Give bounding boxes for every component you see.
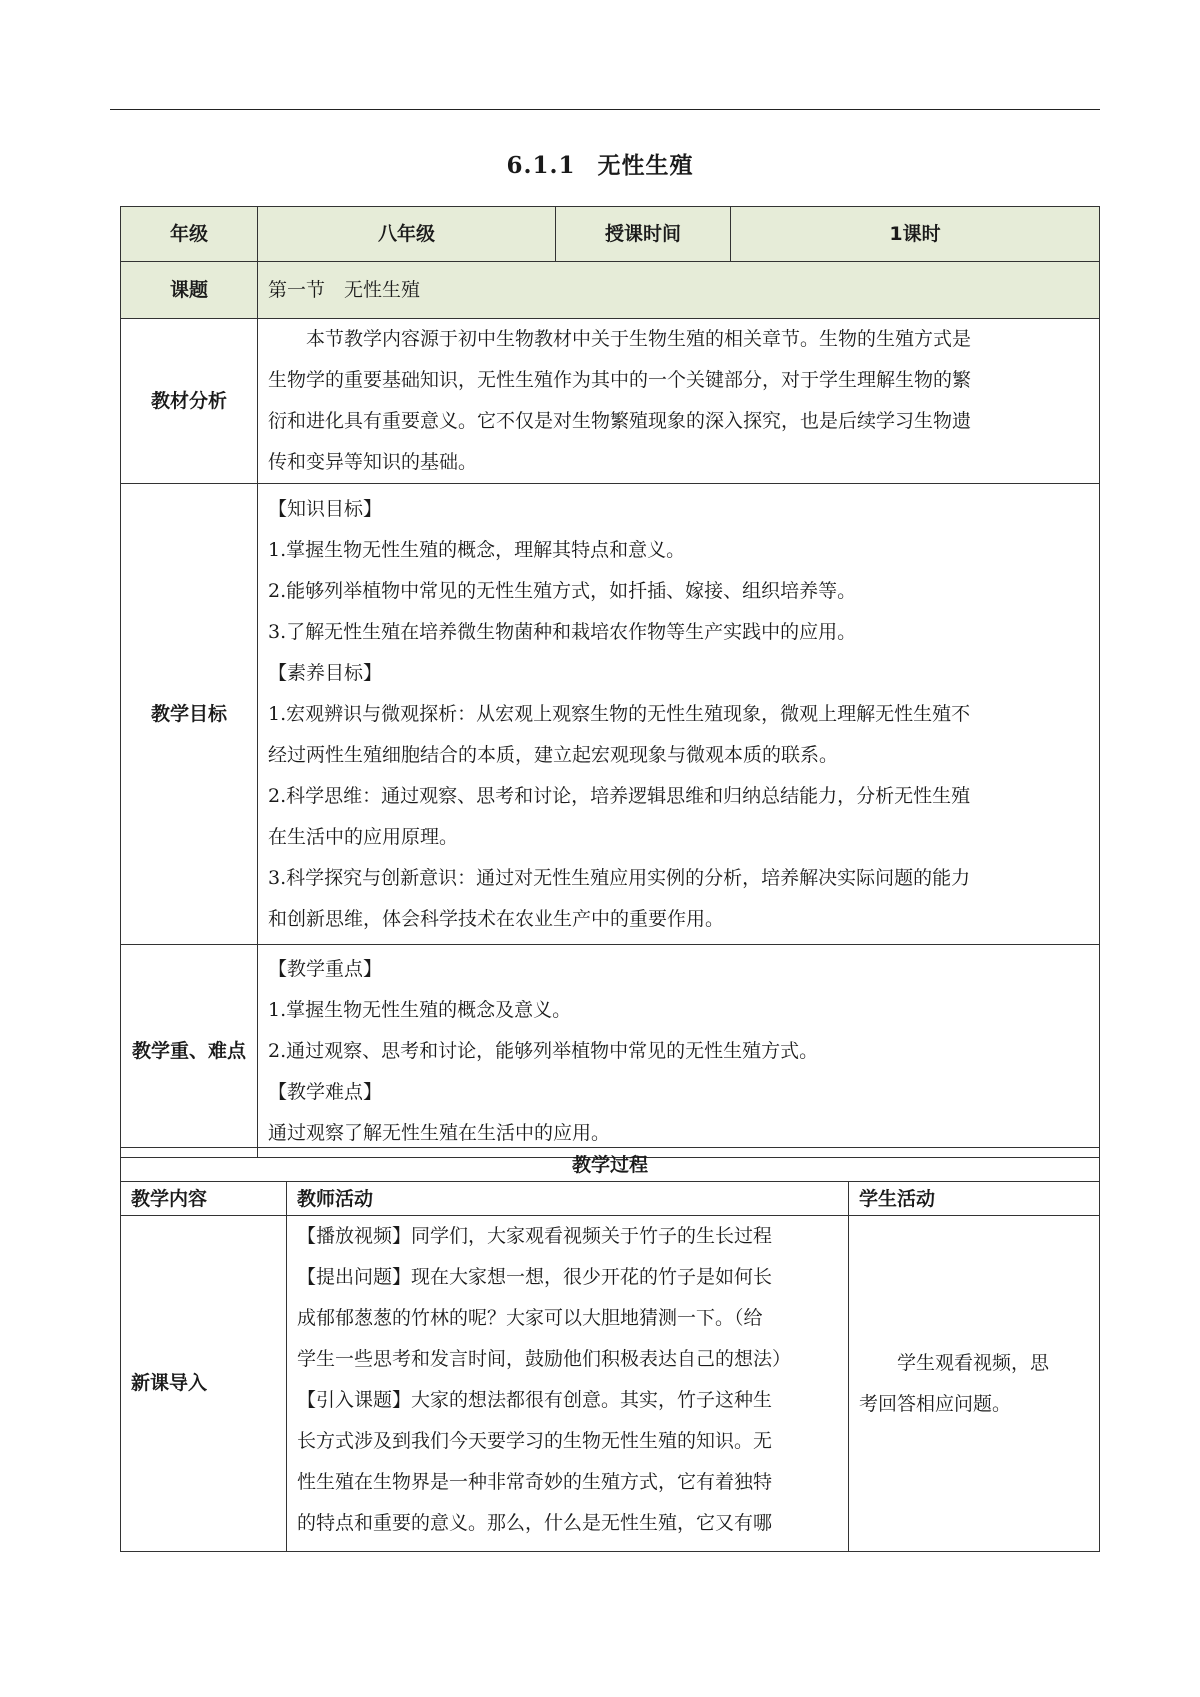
col-student-header: 学生活动 (849, 1182, 1100, 1216)
teacher-line: 成郁郁葱葱的竹林的呢？大家可以大胆地猜测一下。（给 (297, 1307, 763, 1329)
intro-row (121, 1216, 1100, 1552)
keypoints-text (258, 945, 1100, 1158)
goals-line: 【知识目标】 (268, 497, 383, 520)
analysis-line: 生物学的重要基础知识，无性生殖作为其中的一个关键部分，对于学生理解生物的繁 (268, 369, 972, 391)
goals-row (121, 484, 1100, 945)
header-rule (110, 109, 1100, 110)
col-content-header: 教学内容 (121, 1182, 287, 1216)
topic-value: 第一节 无性生殖 (258, 262, 1100, 319)
teacher-line: 【引入课题】大家的想法都很有创意。其实，竹子这种生 (297, 1389, 773, 1411)
teacher-activity (287, 1216, 849, 1552)
teacher-line: 【提出问题】现在大家想一想，很少开花的竹子是如何长 (297, 1266, 773, 1288)
goals-line: 3.科学探究与创新意识：通过对无性生殖应用实例的分析，培养解决实际问题的能力 (268, 866, 971, 889)
analysis-row (121, 319, 1100, 484)
keypoints-line: 1.掌握生物无性生殖的概念及意义。 (268, 998, 572, 1021)
student-activity (849, 1216, 1100, 1552)
goals-label: 教学目标 (121, 484, 258, 945)
col-teacher-header: 教师活动 (287, 1182, 849, 1216)
goals-line: 1.掌握生物无性生殖的概念，理解其特点和意义。 (268, 538, 686, 561)
keypoints-row (121, 945, 1100, 1158)
process-header-row (121, 1182, 1100, 1216)
grade-label: 年级 (121, 207, 258, 262)
page-title (0, 147, 1200, 180)
goals-line: 2.科学思维：通过观察、思考和讨论，培养逻辑思维和归纳总结能力，分析无性生殖 (268, 784, 971, 807)
analysis-line: 衍和进化具有重要意义。它不仅是对生物繁殖现象的深入探究，也是后续学习生物遗 (268, 410, 972, 432)
time-label: 授课时间 (556, 207, 731, 262)
lesson-info-table (120, 206, 1100, 1158)
goals-line: 【素养目标】 (268, 661, 383, 684)
keypoints-line: 【教学重点】 (268, 957, 383, 980)
process-title-row (121, 1148, 1100, 1182)
topic-row (121, 262, 1100, 319)
keypoints-line: 【教学难点】 (268, 1080, 383, 1103)
analysis-text (258, 319, 1100, 484)
goals-line: 1.宏观辨识与微观探析：从宏观上观察生物的无性生殖现象，微观上理解无性生殖不 (268, 702, 971, 725)
grade-value: 八年级 (258, 207, 556, 262)
analysis-line: 本节教学内容源于初中生物教材中关于生物生殖的相关章节。生物的生殖方式是 (306, 328, 972, 350)
goals-line: 3.了解无性生殖在培养微生物菌种和栽培农作物等生产实践中的应用。 (268, 620, 857, 643)
process-section-title: 教学过程 (121, 1148, 1100, 1182)
goals-line: 在生活中的应用原理。 (268, 825, 459, 848)
keypoints-label: 教学重、难点 (121, 945, 258, 1158)
title-number: 6.1.1 (506, 152, 576, 179)
time-value: 1课时 (731, 207, 1100, 262)
goals-line: 经过两性生殖细胞结合的本质，建立起宏观现象与微观本质的联系。 (268, 743, 839, 766)
intro-label: 新课导入 (121, 1216, 287, 1552)
keypoints-line: 2.通过观察、思考和讨论，能够列举植物中常见的无性生殖方式。 (268, 1039, 819, 1062)
goals-line: 和创新思维，体会科学技术在农业生产中的重要作用。 (268, 907, 725, 930)
analysis-label: 教材分析 (121, 319, 258, 484)
teacher-line: 学生一些思考和发言时间，鼓励他们积极表达自己的想法） (297, 1348, 792, 1370)
teacher-line: 性生殖在生物界是一种非常奇妙的生殖方式，它有着独特 (297, 1471, 773, 1493)
goals-text (258, 484, 1100, 945)
teacher-line: 长方式涉及到我们今天要学习的生物无性生殖的知识。无 (297, 1430, 773, 1452)
title-text: 无性生殖 (597, 152, 694, 179)
teaching-process-table (120, 1147, 1100, 1552)
student-line: 考回答相应问题。 (859, 1392, 1012, 1415)
teacher-line: 【播放视频】同学们，大家观看视频关于竹子的生长过程 (297, 1225, 773, 1247)
goals-line: 2.能够列举植物中常见的无性生殖方式，如扦插、嫁接、组织培养等。 (268, 579, 857, 602)
student-line: 学生观看视频，思 (897, 1351, 1050, 1374)
analysis-line: 传和变异等知识的基础。 (268, 451, 478, 473)
keypoints-line: 通过观察了解无性生殖在生活中的应用。 (268, 1121, 611, 1144)
teacher-line: 的特点和重要的意义。那么，什么是无性生殖，它又有哪 (297, 1512, 773, 1534)
topic-label: 课题 (121, 262, 258, 319)
grade-row (121, 207, 1100, 262)
